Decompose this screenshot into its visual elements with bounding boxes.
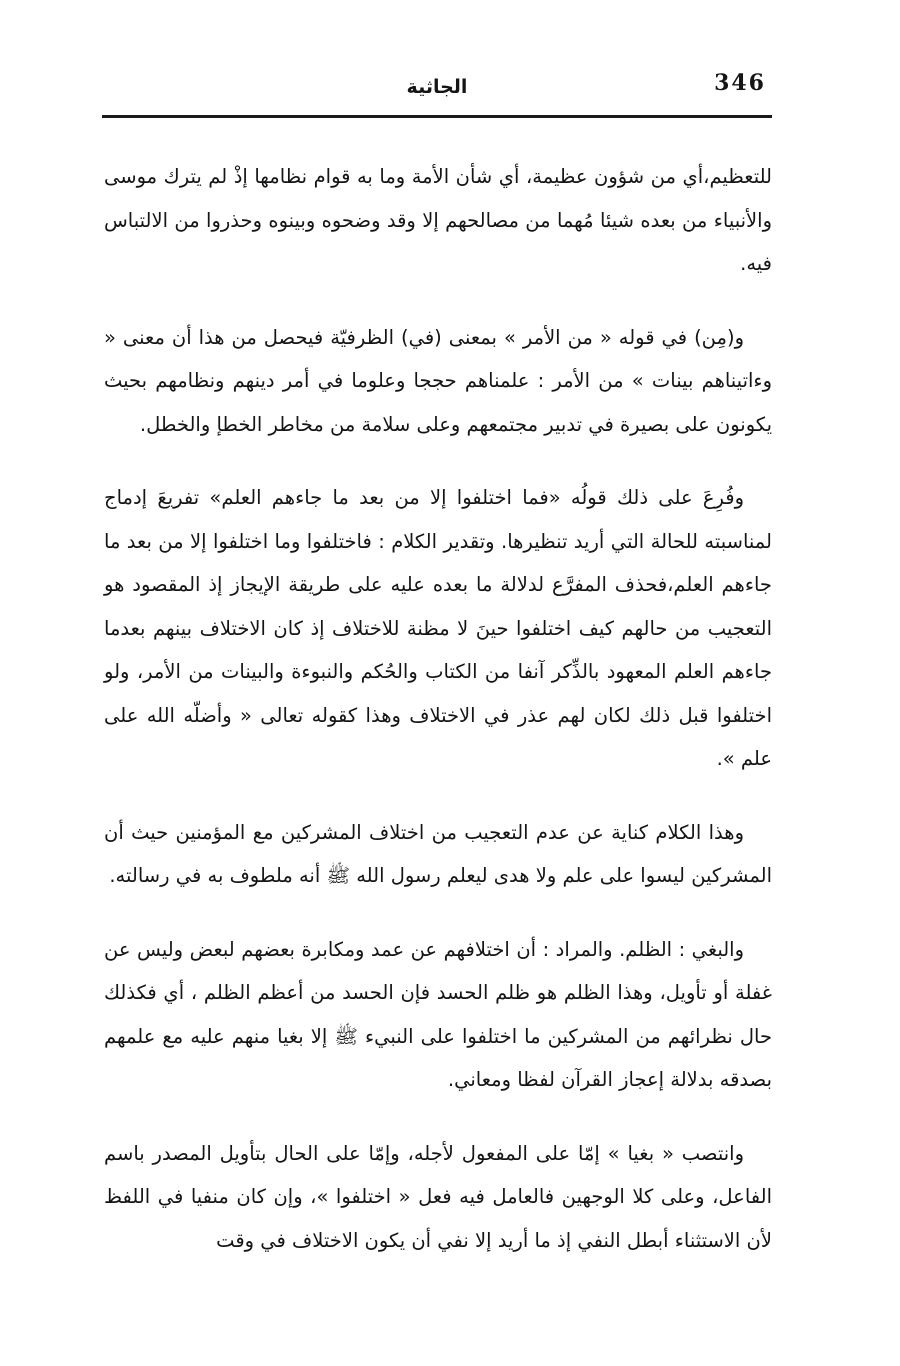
paragraph: وهذا الكلام كناية عن عدم التعجيب من اختلاف المشركين مع المؤمنين حيث أن المشركين ليسوا على علم ولا هدى ليعلم رسول الله ﷺ أنه ملطوف به في رسالته. [104, 820, 772, 887]
paragraph: للتعظيم،أي من شؤون عظيمة، أي شأن الأمة وما به قوام نظامها إذْ لم يترك موسى والأنبياء من بعده شيئا مُهما من مصالحهم إلا وقد وضحوه وبينوه وحذروا من الالتباس فيه. [104, 165, 772, 275]
paragraph: وفُرِعَ على ذلك قولُه «فما اختلفوا إلا من بعد ما جاءهم العلم» تفريعَ إدماج لمناسبته للحالة التي أريد تنظيرها. وتقدير الكلام : فاختلفوا وما اختلفوا إلا من بعد ما جاءهم العلم،فحذف المفرَّع لدلالة ما بعده عليه على طريقة الإيجاز إذ المقصود هو التعجيب من حالهم كيف اختلفوا حينَ لا مظنة للاختلاف إذ كان الاختلاف بينهم بعدما جاءهم العلم المعهود بالذِّكر آنفا من الكتاب والحُكم والنبوءة والبينات من الأمر، ولو اختلفوا قبل ذلك لكان لهم عذر في الاختلاف وهذا كقوله تعالى « وأضلّه الله على علم ». [104, 486, 772, 770]
running-title: الجاثية [406, 76, 468, 98]
body-text [104, 155, 772, 1292]
paragraph: وانتصب « بغيا » إمّا على المفعول لأجله، وإمّا على الحال بتأويل المصدر باسم الفاعل، وعلى كلا الوجهين فالعامل فيه فعل « اختلفوا »، وإن كان منفيا في اللفظ لأن الاستثناء أبطل النفي إذ ما أريد إلا نفي أن يكون الاختلاف في وقت [104, 1141, 772, 1252]
paragraph: والبغي : الظلم. والمراد : أن اختلافهم عن عمد ومكابرة بعضهم لبعض وليس عن غفلة أو تأويل، وهذا الظلم هو ظلم الحسد فإن الحسد من أعظم الظلم ، أي فكذلك حال نظرائهم من المشركين ما اختلفوا على النبيء ﷺ إلا بغيا منهم عليه مع علمهم بصدقه بدلالة إعجاز القرآن لفظا ومعاني. [104, 937, 772, 1091]
header-rule [102, 115, 772, 118]
page-header [102, 62, 772, 114]
paragraph: و(مِن) في قوله « من الأمر » بمعنى (في) الظرفيّة فيحصل من هذا أن معنى « وءاتيناهم بينات » من الأمر : علمناهم حججا وعلوما في أمر دينهم ونظامهم بحيث يكونون على بصيرة في تدبير مجتمعهم وعلى سلامة من مخاطر الخطإ والخطل. [104, 325, 772, 436]
page-number: 346 [714, 70, 766, 96]
